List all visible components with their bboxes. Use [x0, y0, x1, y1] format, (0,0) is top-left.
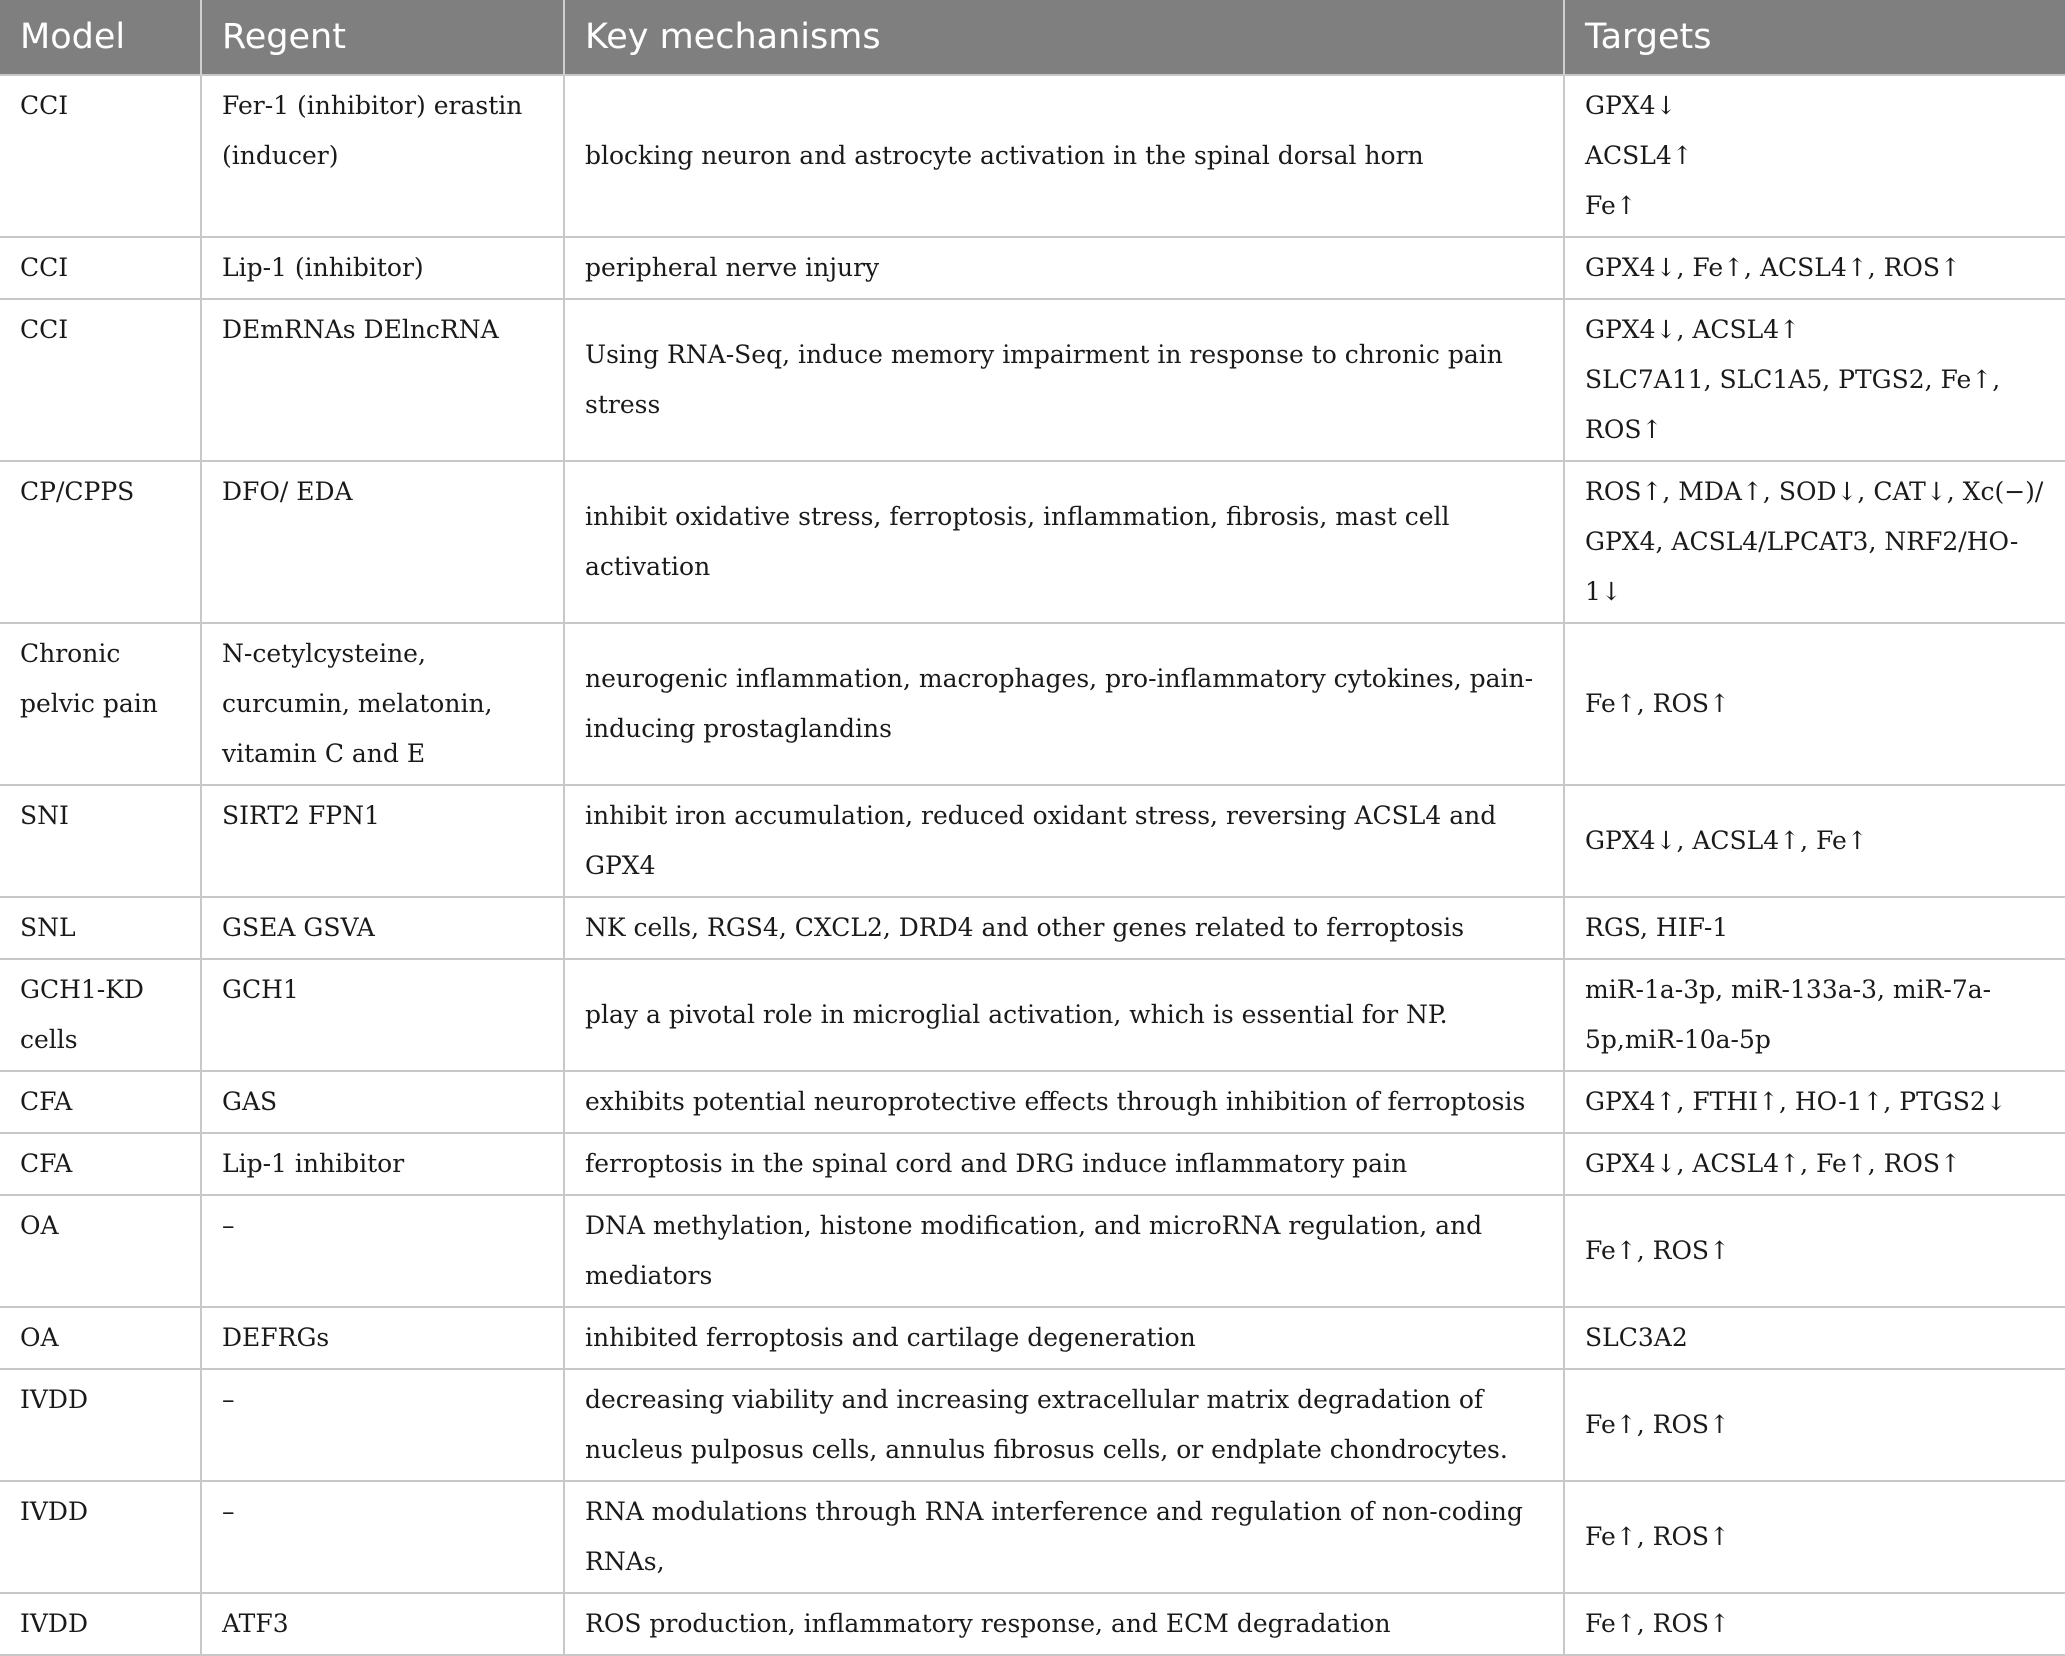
table-row: [0, 1481, 2065, 1593]
model-cell: CCI: [0, 299, 201, 461]
header-row: [0, 0, 2065, 75]
regent-cell: –: [201, 1195, 564, 1307]
mechanism-cell: neurogenic inflammation, macrophages, pro-inflammatory cytokines, pain-inducing prostaglandins: [564, 623, 1564, 785]
mechanism-cell: peripheral nerve injury: [564, 237, 1564, 299]
table-row: [0, 785, 2065, 897]
header-model: Model: [0, 0, 201, 75]
target-line: GPX4↑, FTHI↑, HO-1↑, PTGS2↓: [1585, 1087, 2007, 1116]
table-row: [0, 75, 2065, 237]
table-body: [0, 75, 2065, 1655]
target-line: Fe↑: [1585, 191, 1637, 220]
regent-cell: GCH1: [201, 959, 564, 1071]
model-cell: CFA: [0, 1071, 201, 1133]
regent-cell: N-cetylcysteine, curcumin, melatonin, vitamin C and E: [201, 623, 564, 785]
mechanism-cell: ROS production, inflammatory response, and ECM degradation: [564, 1593, 1564, 1655]
targets-cell: [1564, 1133, 2065, 1195]
table-row: [0, 1195, 2065, 1307]
target-line: Fe↑, ROS↑: [1585, 689, 1731, 718]
targets-cell: [1564, 1307, 2065, 1369]
table-row: [0, 1593, 2065, 1655]
model-cell: OA: [0, 1195, 201, 1307]
table-row: [0, 1307, 2065, 1369]
header-targets: Targets: [1564, 0, 2065, 75]
mechanism-cell: DNA methylation, histone modification, and microRNA regulation, and mediators: [564, 1195, 1564, 1307]
mechanism-cell: exhibits potential neuroprotective effects through inhibition of ferroptosis: [564, 1071, 1564, 1133]
target-line: ACSL4↑: [1585, 141, 1693, 170]
mechanism-cell: blocking neuron and astrocyte activation in the spinal dorsal horn: [564, 75, 1564, 237]
table-row: [0, 623, 2065, 785]
targets-cell: [1564, 785, 2065, 897]
targets-cell: [1564, 461, 2065, 623]
table-row: [0, 237, 2065, 299]
model-cell: CFA: [0, 1133, 201, 1195]
targets-cell: [1564, 75, 2065, 237]
table-row: [0, 897, 2065, 959]
mechanism-cell: play a pivotal role in microglial activation, which is essential for NP.: [564, 959, 1564, 1071]
regent-cell: DEmRNAs DElncRNA: [201, 299, 564, 461]
header-regent: Regent: [201, 0, 564, 75]
targets-cell: [1564, 623, 2065, 785]
regent-cell: ATF3: [201, 1593, 564, 1655]
target-line: SLC3A2: [1585, 1323, 1688, 1352]
model-cell: OA: [0, 1307, 201, 1369]
table-row: [0, 1133, 2065, 1195]
table-row: [0, 299, 2065, 461]
targets-cell: [1564, 299, 2065, 461]
header-key-mechanisms: Key mechanisms: [564, 0, 1564, 75]
regent-cell: GSEA GSVA: [201, 897, 564, 959]
model-cell: CCI: [0, 237, 201, 299]
model-cell: CCI: [0, 75, 201, 237]
model-cell: SNI: [0, 785, 201, 897]
target-line: GPX4, ACSL4/LPCAT3, NRF2/HO-1↓: [1585, 527, 2019, 606]
regent-cell: GAS: [201, 1071, 564, 1133]
targets-cell: [1564, 1369, 2065, 1481]
target-line: GPX4↓, ACSL4↑, Fe↑, ROS↑: [1585, 1149, 1962, 1178]
targets-cell: [1564, 1195, 2065, 1307]
model-cell: IVDD: [0, 1369, 201, 1481]
mechanism-cell: inhibited ferroptosis and cartilage degeneration: [564, 1307, 1564, 1369]
targets-cell: [1564, 1071, 2065, 1133]
table-row: [0, 461, 2065, 623]
regent-cell: Fer-1 (inhibitor) erastin (inducer): [201, 75, 564, 237]
mechanism-cell: decreasing viability and increasing extracellular matrix degradation of nucleus pulposus cells, annulus fibrosus cells, or endplate chondrocytes.: [564, 1369, 1564, 1481]
target-line: SLC7A11, SLC1A5, PTGS2, Fe↑, ROS↑: [1585, 365, 2001, 444]
table-row: [0, 959, 2065, 1071]
regent-cell: DFO/ EDA: [201, 461, 564, 623]
target-line: GPX4↓, ACSL4↑: [1585, 315, 1801, 344]
targets-cell: [1564, 237, 2065, 299]
targets-cell: [1564, 959, 2065, 1071]
model-cell: Chronic pelvic pain: [0, 623, 201, 785]
target-line: Fe↑, ROS↑: [1585, 1609, 1731, 1638]
mechanism-cell: inhibit iron accumulation, reduced oxidant stress, reversing ACSL4 and GPX4: [564, 785, 1564, 897]
mechanism-cell: ferroptosis in the spinal cord and DRG induce inflammatory pain: [564, 1133, 1564, 1195]
regent-cell: –: [201, 1369, 564, 1481]
model-cell: IVDD: [0, 1481, 201, 1593]
table-header: [0, 0, 2065, 75]
target-line: RGS, HIF-1: [1585, 913, 1729, 942]
target-line: GPX4↓, ACSL4↑, Fe↑: [1585, 826, 1868, 855]
target-line: miR-1a-3p, miR-133a-3, miR-7a-5p,miR-10a-5p: [1585, 975, 1992, 1054]
model-cell: IVDD: [0, 1593, 201, 1655]
regent-cell: Lip-1 inhibitor: [201, 1133, 564, 1195]
mechanism-cell: NK cells, RGS4, CXCL2, DRD4 and other genes related to ferroptosis: [564, 897, 1564, 959]
target-line: Fe↑, ROS↑: [1585, 1522, 1731, 1551]
regent-cell: DEFRGs: [201, 1307, 564, 1369]
target-line: Fe↑, ROS↑: [1585, 1410, 1731, 1439]
table-row: [0, 1071, 2065, 1133]
table-row: [0, 1369, 2065, 1481]
targets-cell: [1564, 1593, 2065, 1655]
model-cell: CP/CPPS: [0, 461, 201, 623]
regent-cell: SIRT2 FPN1: [201, 785, 564, 897]
regent-cell: Lip-1 (inhibitor): [201, 237, 564, 299]
target-line: ROS↑, MDA↑, SOD↓, CAT↓, Xc(−)/: [1585, 477, 2044, 506]
targets-cell: [1564, 1481, 2065, 1593]
regent-cell: –: [201, 1481, 564, 1593]
targets-cell: [1564, 897, 2065, 959]
mechanism-cell: inhibit oxidative stress, ferroptosis, inflammation, fibrosis, mast cell activation: [564, 461, 1564, 623]
model-cell: GCH1-KD cells: [0, 959, 201, 1071]
target-line: GPX4↓: [1585, 91, 1677, 120]
target-line: Fe↑, ROS↑: [1585, 1236, 1731, 1265]
mechanism-cell: RNA modulations through RNA interference and regulation of non-coding RNAs,: [564, 1481, 1564, 1593]
target-line: GPX4↓, Fe↑, ACSL4↑, ROS↑: [1585, 253, 1962, 282]
mechanism-cell: Using RNA-Seq, induce memory impairment in response to chronic pain stress: [564, 299, 1564, 461]
model-cell: SNL: [0, 897, 201, 959]
